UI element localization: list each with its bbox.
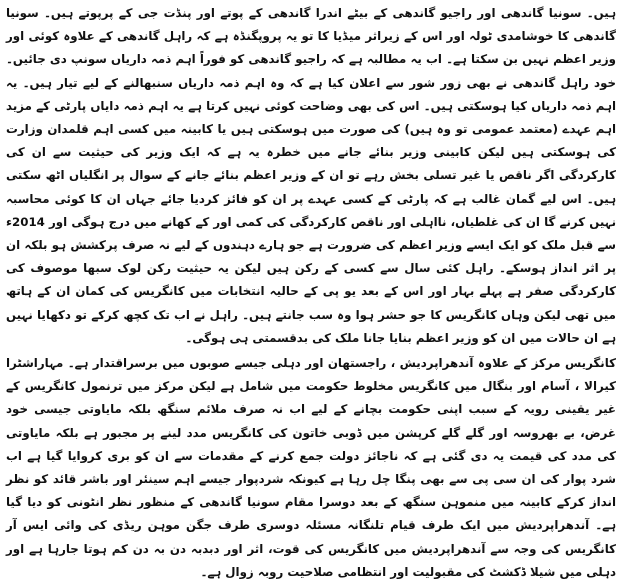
article-paragraph-1: ہیں۔ سونیا گاندھی اور راجیو گاندھی کے بیٹے اندرا گاندھی کے پوتے اور پنڈت جی کے پرپوتے ہیں۔ سونیا گاندھی کا خوشامدی ٹولہ اور اس کے زیراثر میڈیا کا تو یہ پروپگنڈہ ہے کہ راہل گاندھی کے علاوہ کوئی اور وزیر اعظم نہیں بن سکتا ہے۔ اب یہ مطالبہ ہے کہ راجیو گاندھی کو فوراً اہم ذمہ داریاں سونپ دی جائیں۔ خود راہل گاندھی نے بھی زور شور سے اعلان کیا ہے کہ وہ اہم ذمہ داریاں سنبھالنے کے لیے تیار ہیں۔ یہ اہم ذمہ داریاں کیا ہوسکتی ہیں۔ اس کی بھی وضاحت کوئی نہیں کرتا ہے یہ اہم ذمہ دایاں پارٹی کے مزید اہم عہدے (معتمد عمومی تو وہ ہیں) کی صورت میں ہوسکتی ہیں یا کابینہ میں کسی اہم قلمدان وزارت کی ہوسکتی ہیں لیکن کابینی وزیر بنائے جانے میں خطرہ یہ ہے کہ ایک وزیر کی حیثیت سے ان کی کارکردگی اگر ناقص یا غیر تسلی بخش رہے تو ان کے وزیر اعظم بنائے جانے کے سوال پر انگلیاں اٹھ سکتی ہیں۔ اس لیے گمان غالب ہے کہ پارٹی کے کسی عہدے پر ان کو فائز کردیا جائے جہاں ان کا کوئی محاسبہ نہیں کرنے گا ان کی غلطیاں، نااہلی اور ناقص کارکردگی کی کمی اور کے کھانے میں درج ہوگی اور 2014ء سے قبل ملک کو ایک ایسے وزیر اعظم کی ضرورت ہے جو ہارے دہندوں کے لیے نہ صرف پرکشش ہو بلکہ ان پر اثر انداز ہوسکے۔ راہل کئی سال سے کسی کے رکن ہیں لیکن یہ حیثیت رکن لوک سبھا موصوف کی کارکردگی صفر ہے پہلے بہار اور اس کے بعد یو پی کے حالیہ انتخابات میں کانگریس کی کمان ان کے ہاتھ میں تھی لیکن وہاں کانگریس کا جو حشر ہوا وہ سب جانتے ہیں۔ راہل نے اب تک کچھ کرکے تو دکھایا نہیں ہے ان حالات میں ان کو وزیر اعظم بنایا جانا ملک کی بدقسمتی ہی ہوگی۔ [6, 6, 616, 345]
article-paragraph-2: کانگریس مرکز کے علاوہ آندھراپردیش ، راجستھان اور دہلی جیسے صوبوں میں برسراقتدار ہے۔ مہاراشٹرا کیرالا ، آسام اور بنگال میں کانگریس مخلوط حکومت میں شامل ہے لیکن مرکز میں ترنمول کانگریس کے غیر یقینی رویہ کے سبب اپنی حکومت بچانے کے لیے اب نہ صرف ملائم سنگھ بلکہ مایاوتی جیسی خود غرض، بے بھروسہ اور گلے گلے کرپشن میں ڈوبی خاتون کی کانگریس مدد لینے پر مجبور ہے بلکہ مایاوتی کی مدد کی قیمت یہ دی گئی ہے کہ ناجائز دولت جمع کرنے کے مقدمات سے ان کو بری کروایا گیا ہے اب شرد پوار کی ان سی پی سے بھی پنگا چل رہا ہے کیونکہ شردپوار جیسے اہم سینئر اور باشر قائد کو نظر انداز کرکے کابینہ میں منموہن سنگھ کے بعد دوسرا مقام سونیا گاندھی کے منظور نظر انٹونی کو دیا گیا ہے۔ آندھراپردیش میں ایک طرف قیام تلنگانہ مسئلہ دوسری طرف جگن موہن ریڈی کی وائی ایس آر کانگریس کی وجہ سے آندھراپردیش میں کانگریس کی قوت، اثر اور دبدبہ دن بہ دن کم ہوتا جارہا ہے اور دہلی میں شیلا ڈکشٹ کی مقبولیت اور انتظامی صلاحیت روبہ زوال ہے۔ [6, 356, 616, 579]
